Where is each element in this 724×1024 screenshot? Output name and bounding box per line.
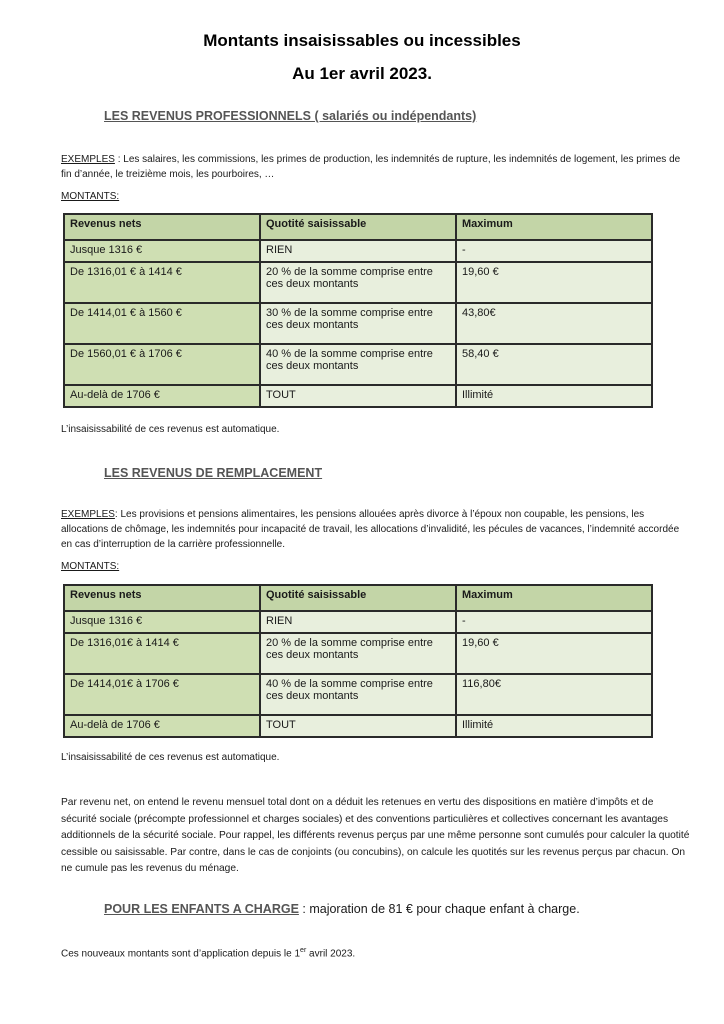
- cell-maximum: Illimité: [456, 385, 652, 407]
- cell-net-income: De 1316,01€ à 1414 €: [64, 633, 260, 674]
- table-row: [64, 240, 652, 262]
- replacement-examples: [61, 507, 691, 552]
- table-row: [64, 303, 652, 344]
- cell-seizable-portion: 30 % de la somme comprise entre ces deux montants: [260, 303, 456, 344]
- examples-label: EXEMPLES: [61, 154, 115, 165]
- effective-date-text: Ces nouveaux montants sont d’application depuis le 1: [61, 948, 301, 960]
- cell-net-income: De 1316,01 € à 1414 €: [64, 262, 260, 303]
- page-subtitle-date: Au 1er avril 2023.: [292, 64, 432, 83]
- cell-seizable-portion: TOUT: [260, 385, 456, 407]
- cell-maximum: Illimité: [456, 715, 652, 737]
- cell-net-income: De 1414,01€ à 1706 €: [64, 674, 260, 715]
- cell-maximum: 116,80€: [456, 674, 652, 715]
- cell-seizable-portion: RIEN: [260, 240, 456, 262]
- cell-seizable-portion: 40 % de la somme comprise entre ces deux montants: [260, 674, 456, 715]
- header-maximum: Maximum: [456, 585, 652, 611]
- cell-seizable-portion: 20 % de la somme comprise entre ces deux montants: [260, 633, 456, 674]
- cell-net-income: Au-delà de 1706 €: [64, 385, 260, 407]
- cell-maximum: 19,60 €: [456, 633, 652, 674]
- automatic-note-professional: L’insaisissabilité de ces revenus est automatique.: [61, 424, 280, 435]
- cell-net-income: Jusque 1316 €: [64, 611, 260, 633]
- table-header-row: [64, 214, 652, 240]
- header-net-income: Revenus nets: [64, 214, 260, 240]
- table-row: [64, 344, 652, 385]
- table-row: [64, 611, 652, 633]
- cell-seizable-portion: RIEN: [260, 611, 456, 633]
- cell-maximum: 19,60 €: [456, 262, 652, 303]
- examples-label: EXEMPLES: [61, 509, 115, 520]
- section-heading-replacement: LES REVENUS DE REMPLACEMENT: [104, 466, 323, 480]
- cell-net-income: De 1560,01 € à 1706 €: [64, 344, 260, 385]
- header-net-income: Revenus nets: [64, 585, 260, 611]
- table-row: [64, 262, 652, 303]
- cell-seizable-portion: 20 % de la somme comprise entre ces deux montants: [260, 262, 456, 303]
- effective-date-note: [61, 947, 355, 959]
- cell-net-income: Au-delà de 1706 €: [64, 715, 260, 737]
- table-row: [64, 385, 652, 407]
- cell-maximum: -: [456, 611, 652, 633]
- table-row: [64, 674, 652, 715]
- header-maximum: Maximum: [456, 214, 652, 240]
- header-seizable-portion: Quotité saisissable: [260, 214, 456, 240]
- amounts-label-replacement: MONTANTS:: [61, 561, 120, 572]
- examples-text: : Les salaires, les commissions, les primes de production, les indemnités de rupture, les indemnités de logement, les primes de fin d’année, le treizième mois, les pourboires, …: [61, 154, 681, 180]
- table-row: [64, 715, 652, 737]
- effective-date-text-end: avril 2023.: [306, 948, 356, 960]
- table-row: [64, 633, 652, 674]
- page-title: Montants insaisissables ou incessibles: [203, 31, 521, 50]
- automatic-note-replacement: L’insaisissabilité de ces revenus est automatique.: [61, 752, 280, 763]
- children-label: POUR LES ENFANTS A CHARGE: [104, 902, 299, 916]
- amounts-label-professional: MONTANTS:: [61, 191, 120, 202]
- net-income-definition: Par revenu net, on entend le revenu mensuel total dont on a déduit les retenues en vertu des dispositions en matière d’impôts et de sécurité sociale (précompte professionnel et charges sociales) et des conventions particulières et collectives concernant les avantages additionnels de la sécurité sociale. Pour rappel, les différents revenus perçus par une même personne sont cumulés pour calculer la quotité cessible ou saisissable. Par contre, dans le cas de conjoints (ou concubins), on calcule les quotités sur les revenus perçus par chacun. On ne cumule pas les revenus du ménage.: [61, 797, 690, 874]
- section-heading-professional: LES REVENUS PROFESSIONNELS ( salariés ou indépendants): [104, 109, 477, 123]
- cell-net-income: Jusque 1316 €: [64, 240, 260, 262]
- table-header-row: [64, 585, 652, 611]
- cell-seizable-portion: 40 % de la somme comprise entre ces deux montants: [260, 344, 456, 385]
- cell-maximum: 58,40 €: [456, 344, 652, 385]
- cell-maximum: 43,80€: [456, 303, 652, 344]
- examples-text: : Les provisions et pensions alimentaires, les pensions allouées après divorce à l’époux non coupable, les pensions, les allocations de chômage, les indemnités pour incapacité de travail, les allocations d’invalidité, les pécules de vacances, l’indemnité accordée en cas d’interruption de la carrière professionnelle.: [61, 509, 680, 550]
- header-seizable-portion: Quotité saisissable: [260, 585, 456, 611]
- children-text: : majoration de 81 € pour chaque enfant à charge.: [298, 902, 580, 916]
- cell-seizable-portion: TOUT: [260, 715, 456, 737]
- replacement-amounts-table: [63, 584, 653, 738]
- professional-examples: [61, 152, 691, 182]
- professional-amounts-table: [63, 213, 653, 408]
- children-supplement: [104, 902, 580, 916]
- ordinal-superscript: er: [300, 947, 307, 954]
- cell-maximum: -: [456, 240, 652, 262]
- cell-net-income: De 1414,01 € à 1560 €: [64, 303, 260, 344]
